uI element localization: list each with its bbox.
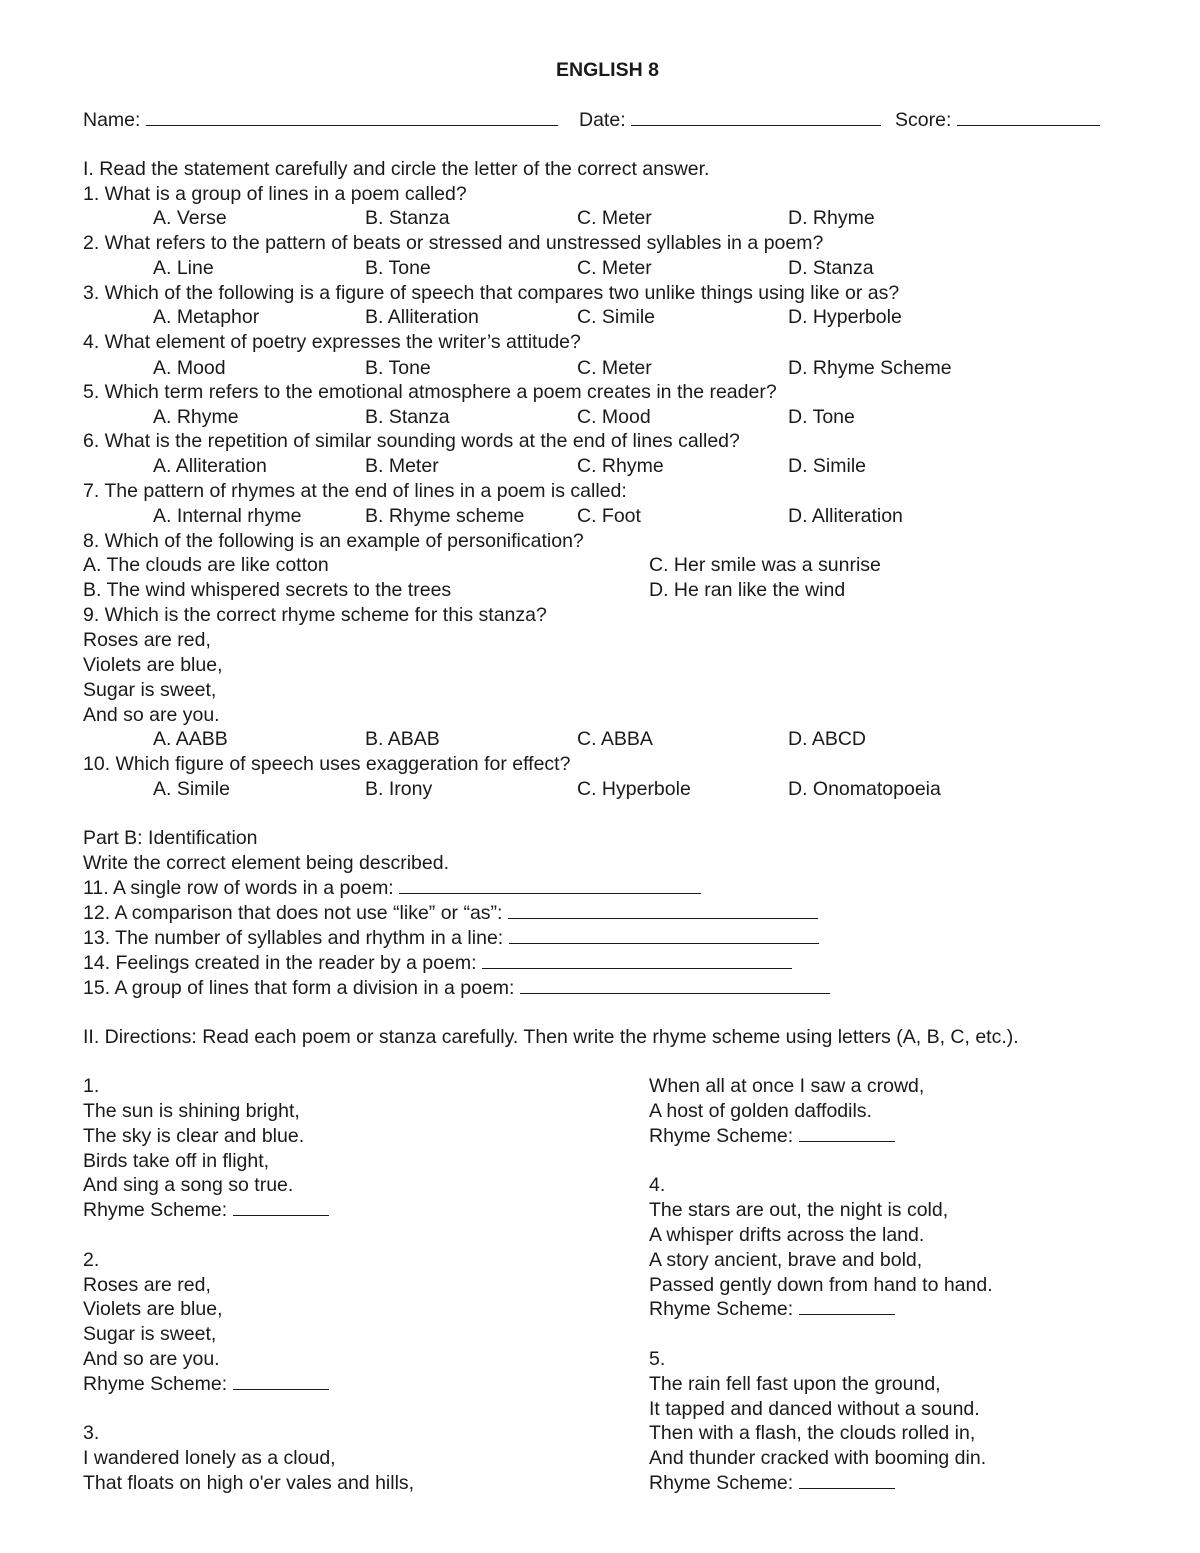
rhyme-scheme-label: Rhyme Scheme: (83, 1373, 228, 1395)
poem-line: Then with a flash, the clouds rolled in, (649, 1422, 976, 1444)
option-6d[interactable]: D. Simile (788, 455, 867, 477)
option-9a[interactable]: A. AABB (153, 728, 228, 750)
option-3a[interactable]: A. Metaphor (153, 306, 260, 328)
score-label: Score: (895, 109, 952, 131)
question-6: 6. What is the repetition of similar sounding words at the end of lines called? (83, 430, 740, 452)
poem-line: Violets are blue, (83, 1298, 223, 1320)
poem-line: Passed gently down from hand to hand. (649, 1274, 993, 1296)
option-9d[interactable]: D. ABCD (788, 728, 867, 750)
question-1: 1. What is a group of lines in a poem called? (83, 183, 467, 205)
option-8a[interactable]: A. The clouds are like cotton (83, 554, 329, 576)
poem-line: Sugar is sweet, (83, 1323, 217, 1345)
option-10a[interactable]: A. Simile (153, 778, 230, 800)
partB-heading: Part B: Identification (83, 827, 258, 849)
question-3: 3. Which of the following is a figure of speech that compares two unlike things using like or as? (83, 282, 900, 304)
option-8b[interactable]: B. The wind whispered secrets to the trees (83, 579, 452, 601)
option-7b[interactable]: B. Rhyme scheme (365, 505, 525, 527)
option-7a[interactable]: A. Internal rhyme (153, 505, 302, 527)
identification-item-12[interactable] (83, 901, 818, 925)
stanza-line: And so are you. (83, 704, 220, 726)
poem-line: A story ancient, brave and bold, (649, 1249, 923, 1271)
option-3c[interactable]: C. Simile (577, 306, 656, 328)
identification-item-13[interactable] (83, 926, 819, 950)
option-1b[interactable]: B. Stanza (365, 207, 450, 229)
part1-instruction: I. Read the statement carefully and circle the letter of the correct answer. (83, 158, 710, 180)
option-2d[interactable]: D. Stanza (788, 257, 874, 279)
poem-line: The sun is shining bright, (83, 1100, 300, 1122)
page-title: ENGLISH 8 (556, 59, 659, 81)
poem-4-number: 4. (649, 1174, 666, 1196)
rhyme-scheme-label: Rhyme Scheme: (83, 1199, 228, 1221)
option-3b[interactable]: B. Alliteration (365, 306, 479, 328)
option-7d[interactable]: D. Alliteration (788, 505, 903, 527)
item-label: 11. A single row of words in a poem: (83, 877, 394, 899)
poem-line: A whisper drifts across the land. (649, 1224, 925, 1246)
poem-line: The stars are out, the night is cold, (649, 1199, 949, 1221)
score-field[interactable] (895, 108, 1100, 132)
option-6a[interactable]: A. Alliteration (153, 455, 267, 477)
stanza-line: Sugar is sweet, (83, 679, 217, 701)
option-4c[interactable]: C. Meter (577, 357, 652, 379)
rhyme-scheme-label: Rhyme Scheme: (649, 1298, 794, 1320)
option-6c[interactable]: C. Rhyme (577, 455, 664, 477)
option-7c[interactable]: C. Foot (577, 505, 641, 527)
option-4a[interactable]: A. Mood (153, 357, 226, 379)
question-7: 7. The pattern of rhymes at the end of lines in a poem is called: (83, 480, 627, 502)
question-10: 10. Which figure of speech uses exaggeration for effect? (83, 753, 571, 775)
option-10c[interactable]: C. Hyperbole (577, 778, 691, 800)
question-9: 9. Which is the correct rhyme scheme for this stanza? (83, 604, 547, 626)
poem-line: That floats on high o'er vales and hills, (83, 1472, 415, 1494)
option-2b[interactable]: B. Tone (365, 257, 431, 279)
poem-line: The sky is clear and blue. (83, 1125, 305, 1147)
name-field[interactable] (83, 108, 558, 132)
item-label: 14. Feelings created in the reader by a poem: (83, 952, 477, 974)
option-10b[interactable]: B. Irony (365, 778, 433, 800)
option-5c[interactable]: C. Mood (577, 406, 651, 428)
option-9c[interactable]: C. ABBA (577, 728, 653, 750)
option-1c[interactable]: C. Meter (577, 207, 652, 229)
item-label: 12. A comparison that does not use “like” or “as”: (83, 902, 503, 924)
option-3d[interactable]: D. Hyperbole (788, 306, 902, 328)
date-field[interactable] (579, 108, 881, 132)
question-5: 5. Which term refers to the emotional atmosphere a poem creates in the reader? (83, 381, 777, 403)
poem-line: Birds take off in flight, (83, 1150, 270, 1172)
option-5d[interactable]: D. Tone (788, 406, 855, 428)
stanza-line: Roses are red, (83, 629, 211, 651)
option-1d[interactable]: D. Rhyme (788, 207, 875, 229)
option-1a[interactable]: A. Verse (153, 207, 227, 229)
stanza-line: Violets are blue, (83, 654, 223, 676)
identification-item-15[interactable] (83, 976, 830, 1000)
poem-3-number: 3. (83, 1422, 100, 1444)
option-8d[interactable]: D. He ran like the wind (649, 579, 846, 601)
option-4d[interactable]: D. Rhyme Scheme (788, 357, 952, 379)
rhyme-scheme-field-1[interactable] (83, 1198, 329, 1222)
poem-line: When all at once I saw a crowd, (649, 1075, 925, 1097)
rhyme-scheme-field-4[interactable] (649, 1297, 895, 1321)
item-label: 13. The number of syllables and rhythm in a line: (83, 927, 504, 949)
option-9b[interactable]: B. ABAB (365, 728, 440, 750)
option-10d[interactable]: D. Onomatopoeia (788, 778, 941, 800)
question-8: 8. Which of the following is an example of personification? (83, 530, 584, 552)
part2-instruction: II. Directions: Read each poem or stanza carefully. Then write the rhyme scheme using letters (A, B, C, etc.). (83, 1026, 1019, 1048)
option-5b[interactable]: B. Stanza (365, 406, 450, 428)
rhyme-scheme-label: Rhyme Scheme: (649, 1125, 794, 1147)
rhyme-scheme-label: Rhyme Scheme: (649, 1472, 794, 1494)
option-8c[interactable]: C. Her smile was a sunrise (649, 554, 881, 576)
name-label: Name: (83, 109, 141, 131)
rhyme-scheme-field-3[interactable] (649, 1124, 895, 1148)
poem-5-number: 5. (649, 1348, 666, 1370)
identification-item-14[interactable] (83, 951, 792, 975)
option-2a[interactable]: A. Line (153, 257, 214, 279)
option-5a[interactable]: A. Rhyme (153, 406, 239, 428)
item-label: 15. A group of lines that form a division in a poem: (83, 977, 515, 999)
identification-item-11[interactable] (83, 876, 701, 900)
question-4: 4. What element of poetry expresses the writer’s attitude? (83, 331, 581, 353)
option-4b[interactable]: B. Tone (365, 357, 431, 379)
poem-1-number: 1. (83, 1075, 100, 1097)
poem-line: The rain fell fast upon the ground, (649, 1373, 941, 1395)
poem-line: A host of golden daffodils. (649, 1100, 872, 1122)
option-6b[interactable]: B. Meter (365, 455, 439, 477)
poem-line: I wandered lonely as a cloud, (83, 1447, 336, 1469)
rhyme-scheme-field-5[interactable] (649, 1471, 895, 1495)
partB-instruction: Write the correct element being described. (83, 852, 449, 874)
poem-line: It tapped and danced without a sound. (649, 1398, 980, 1420)
poem-line: And thunder cracked with booming din. (649, 1447, 987, 1469)
poem-line: And so are you. (83, 1348, 220, 1370)
poem-line: And sing a song so true. (83, 1174, 294, 1196)
rhyme-scheme-field-2[interactable] (83, 1372, 329, 1396)
poem-line: Roses are red, (83, 1274, 211, 1296)
date-label: Date: (579, 109, 626, 131)
option-2c[interactable]: C. Meter (577, 257, 652, 279)
question-2: 2. What refers to the pattern of beats or stressed and unstressed syllables in a poem? (83, 232, 824, 254)
poem-2-number: 2. (83, 1249, 100, 1271)
